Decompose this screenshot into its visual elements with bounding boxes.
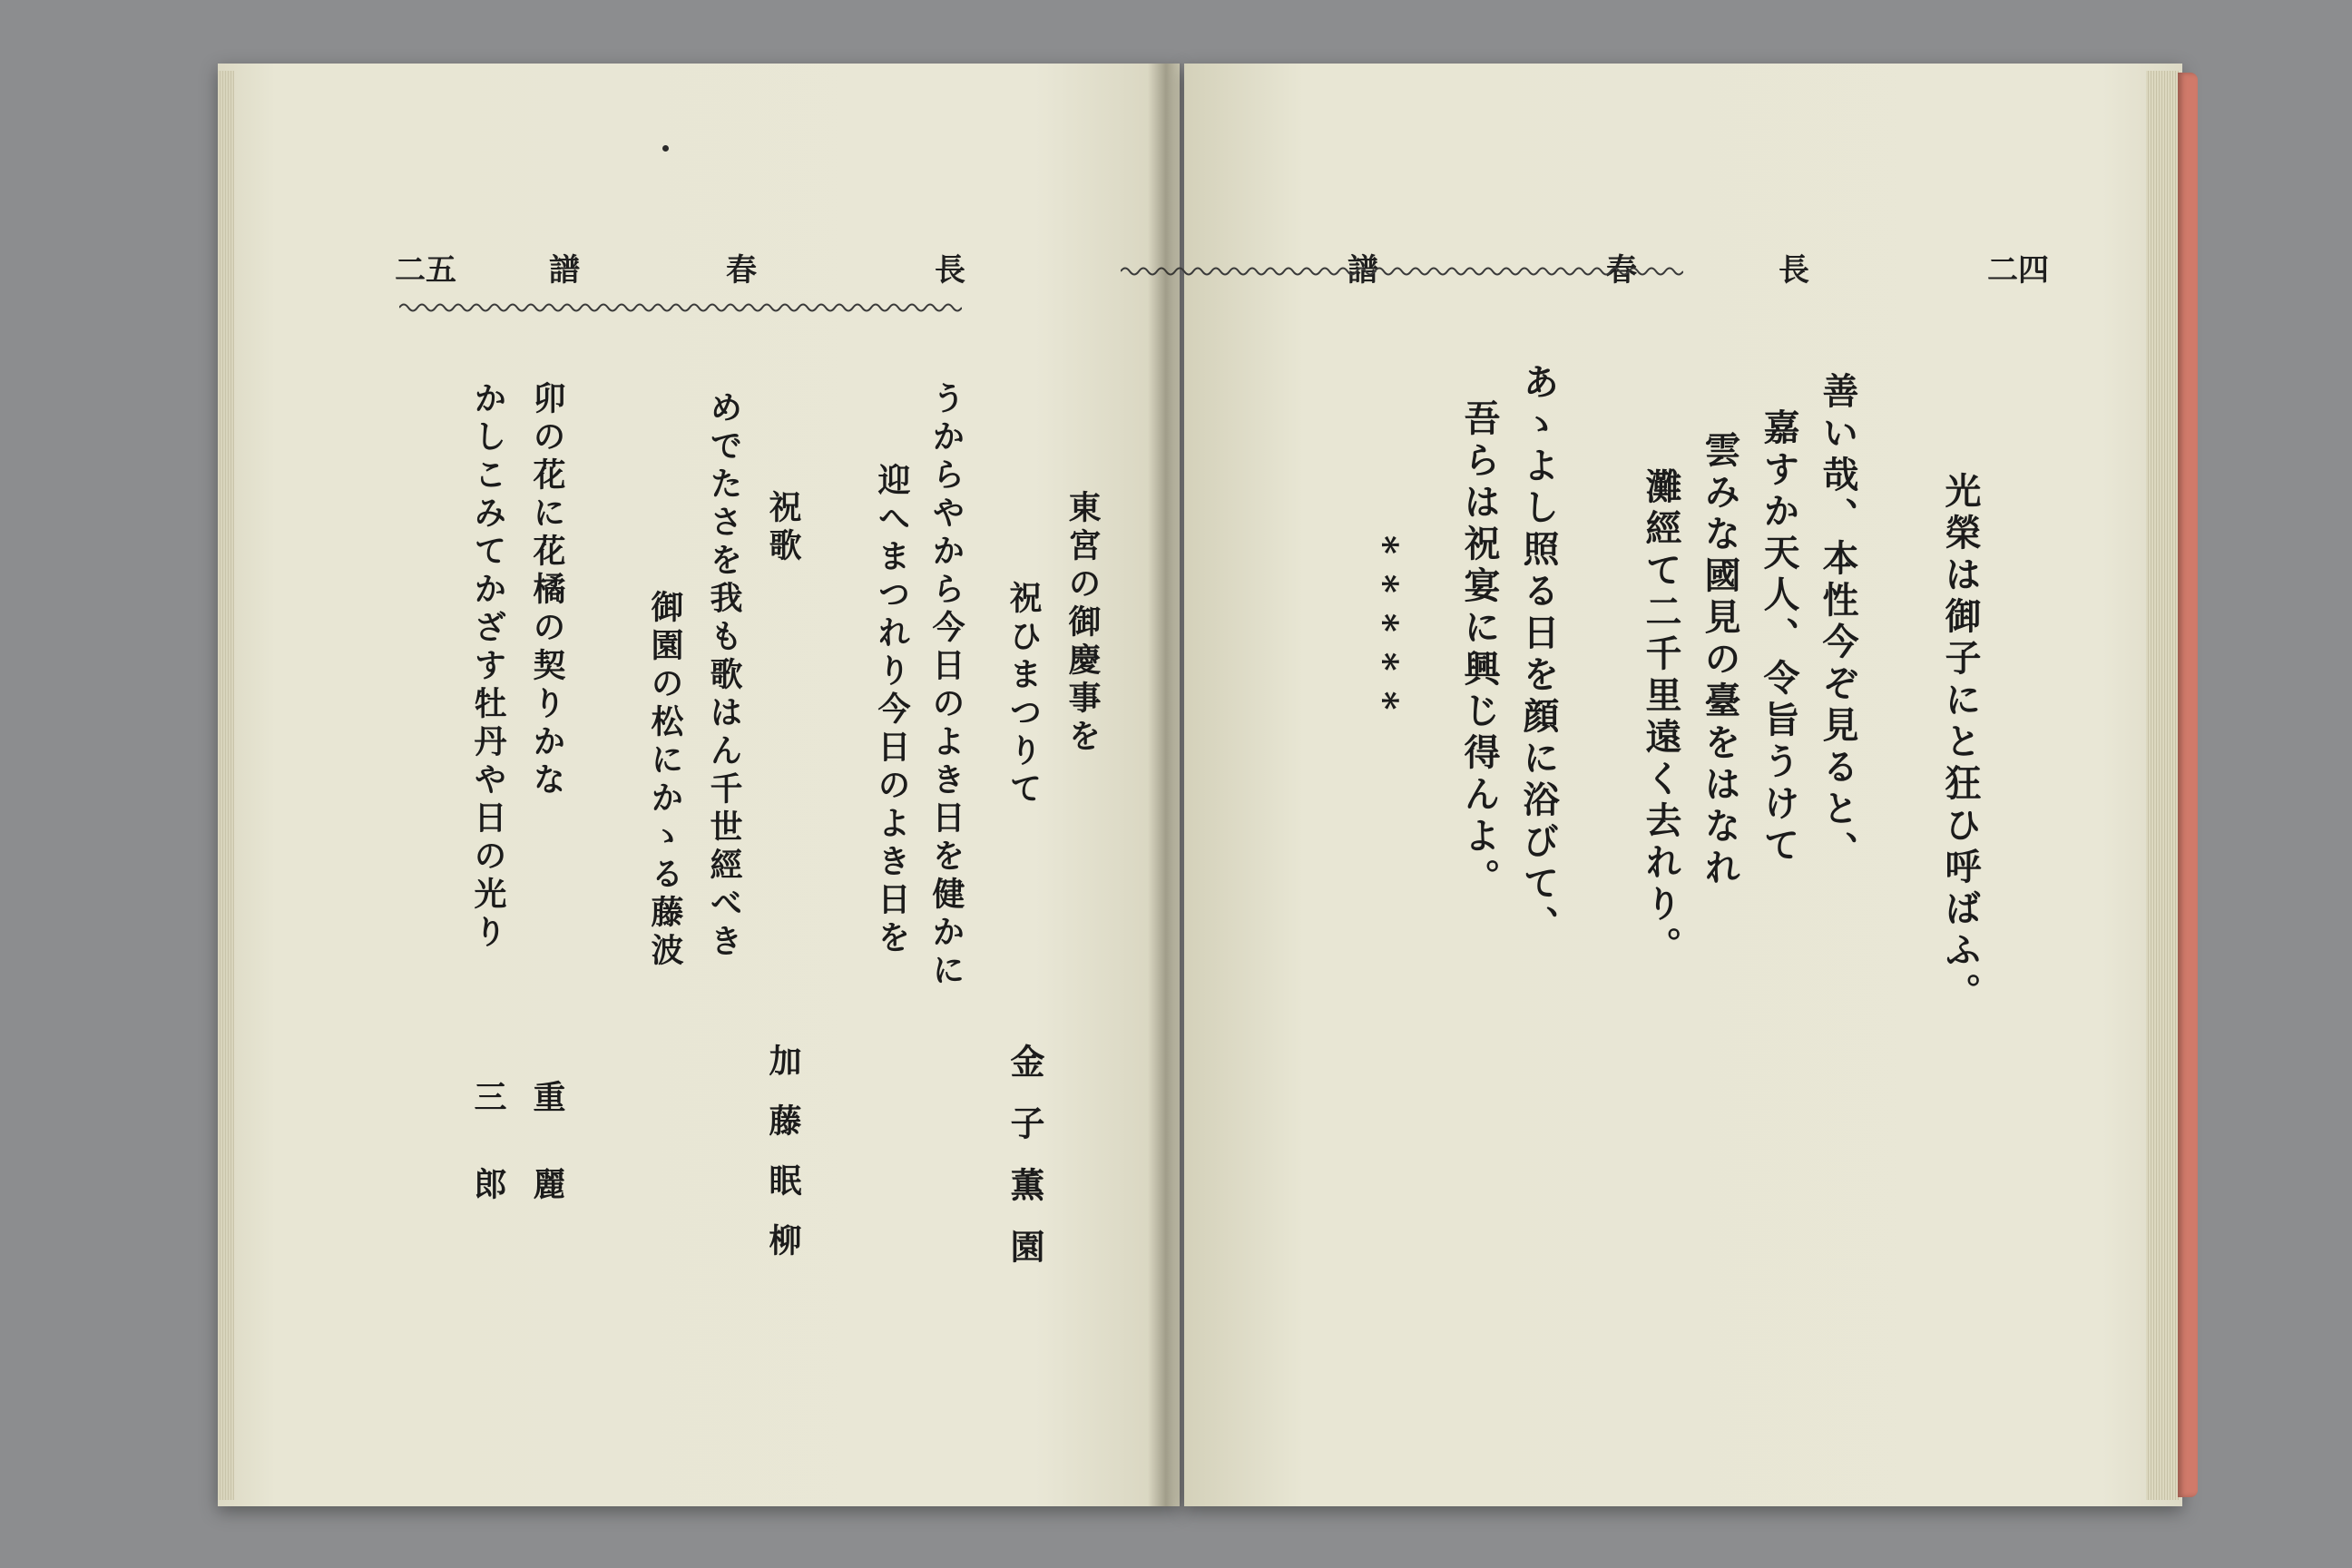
- poem5-line1: 卯の花に花橘の契りかな: [528, 381, 566, 800]
- ink-dot: [662, 145, 669, 152]
- poem1-author: 金子薫園: [1004, 1044, 1045, 1290]
- verse-line-1: 光榮は御子にと狂ひ呼ばふ。: [1939, 472, 1982, 1014]
- spine-shadow: [1148, 64, 1184, 1506]
- poem5-author-a: 重麗: [528, 1080, 566, 1254]
- verse-line-5: 灘經て二千里遠く去れり。: [1640, 467, 1682, 968]
- left-page: [218, 64, 1180, 1506]
- verse-line-4: 雲みな國見の臺をはなれ: [1699, 431, 1741, 890]
- left-header-char-2: 春: [726, 252, 757, 289]
- verse-line-6: あゝよし照る日を顔に浴びて、: [1517, 363, 1560, 947]
- poem2-line1: うからやから今日のよき日を健かに: [927, 381, 965, 991]
- poem4-line2: 御園の松にかゝる藤波: [646, 590, 684, 971]
- left-running-header: [218, 245, 1180, 299]
- verse-line-7: 吾らは祝宴に興じ得んよ。: [1458, 399, 1501, 900]
- poem5-line2: かしこみてかざす牡丹や日の光り: [469, 381, 507, 953]
- left-page-number: 二五: [395, 252, 456, 289]
- right-header-char-1: 譜: [1348, 252, 1378, 289]
- right-wavy-rule: [1121, 265, 1683, 278]
- left-wavy-rule: [399, 301, 962, 314]
- poem5-author-b: 三郎: [469, 1080, 507, 1254]
- section-break-stars: *****: [1363, 535, 1406, 730]
- right-header-char-3: 長: [1779, 252, 1809, 289]
- left-header-char-3: 長: [935, 252, 965, 289]
- poem2-line2: 迎へまつれり今日のよき日を: [873, 463, 911, 958]
- poem1-line2: 祝ひまつりて: [1004, 581, 1043, 809]
- left-header-char-1: 譜: [549, 252, 580, 289]
- right-header-char-2: 春: [1606, 252, 1637, 289]
- poem3-title: 祝歌: [764, 490, 802, 566]
- poem3-author: 加藤眠柳: [764, 1044, 802, 1283]
- poem4-line1: めでたさを我も歌はん千世經べき: [705, 390, 743, 962]
- right-page: [1184, 64, 2182, 1506]
- poem1-line1: 東宮の御慶事を: [1063, 490, 1102, 757]
- open-book: [204, 64, 2191, 1506]
- verse-line-2: 善い哉、本性今ぞ見ると、: [1817, 372, 1859, 873]
- right-page-number: 二四: [1987, 252, 2049, 289]
- verse-line-3: 嘉すか天人、令旨うけて: [1758, 408, 1800, 867]
